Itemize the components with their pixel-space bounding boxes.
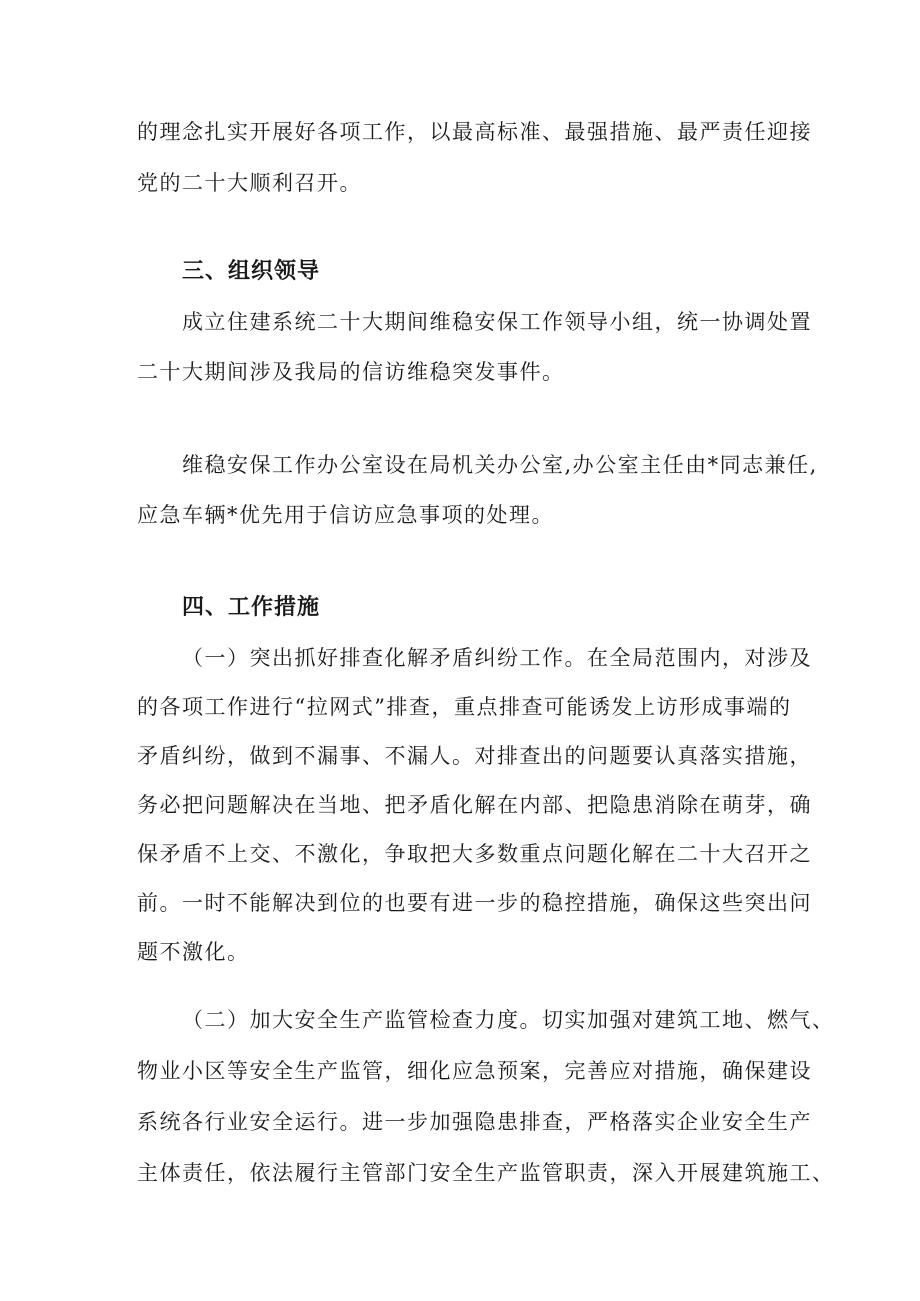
intro-line-1: 的理念扎实开展好各项工作，以最高标准、最强措施、最严责任迎接 <box>137 120 812 144</box>
item-1-line-1: （一）突出抓好排查化解矛盾纠纷工作。在全局范围内，对涉及 <box>182 646 812 670</box>
item-1-line-6: 前。一时不能解决到位的也要有进一步的稳控措施，确保这些突出问 <box>137 891 812 915</box>
section-3-para-1-line-1: 成立住建系统二十大期间维稳安保工作领导小组，统一协调处置 <box>182 310 812 334</box>
item-1-line-4: 务必把问题解决在当地、把矛盾化解在内部、把隐患消除在萌芽，确 <box>137 793 812 817</box>
item-1-line-5: 保矛盾不上交、不激化，争取把大多数重点问题化解在二十大召开之 <box>137 842 812 866</box>
intro-line-2: 党的二十大顺利召开。 <box>137 171 362 195</box>
item-1-line-7: 题不激化。 <box>137 940 250 964</box>
item-2-line-3: 系统各行业安全运行。进一步加强隐患排查，严格落实企业安全生产 <box>137 1110 812 1134</box>
item-1-line-3: 矛盾纠纷，做到不漏事、不漏人。对排查出的问题要认真落实措施， <box>137 744 812 768</box>
item-2-line-2: 物业小区等安全生产监管，细化应急预案，完善应对措施，确保建设 <box>137 1059 812 1083</box>
section-3-para-1-line-2: 二十大期间涉及我局的信访维稳突发事件。 <box>137 360 565 384</box>
item-2-line-4: 主体责任，依法履行主管部门安全生产监管职责，深入开展建筑施工、 <box>137 1161 835 1185</box>
section-3-para-2-line-2: 应急车辆*优先用于信访应急事项的处理。 <box>137 503 554 527</box>
item-1-line-2: 的各项工作进行“拉网式”排查，重点排查可能诱发上访形成事端的 <box>137 695 792 719</box>
item-2-line-1: （二）加大安全生产监管检查力度。切实加强对建筑工地、燃气、 <box>182 1008 835 1032</box>
section-3-para-2-line-1: 维稳安保工作办公室设在局机关办公室,办公室主任由*同志兼任, <box>182 453 818 477</box>
section-3-heading: 三、组织领导 <box>182 259 321 284</box>
section-4-heading: 四、工作措施 <box>182 595 321 620</box>
